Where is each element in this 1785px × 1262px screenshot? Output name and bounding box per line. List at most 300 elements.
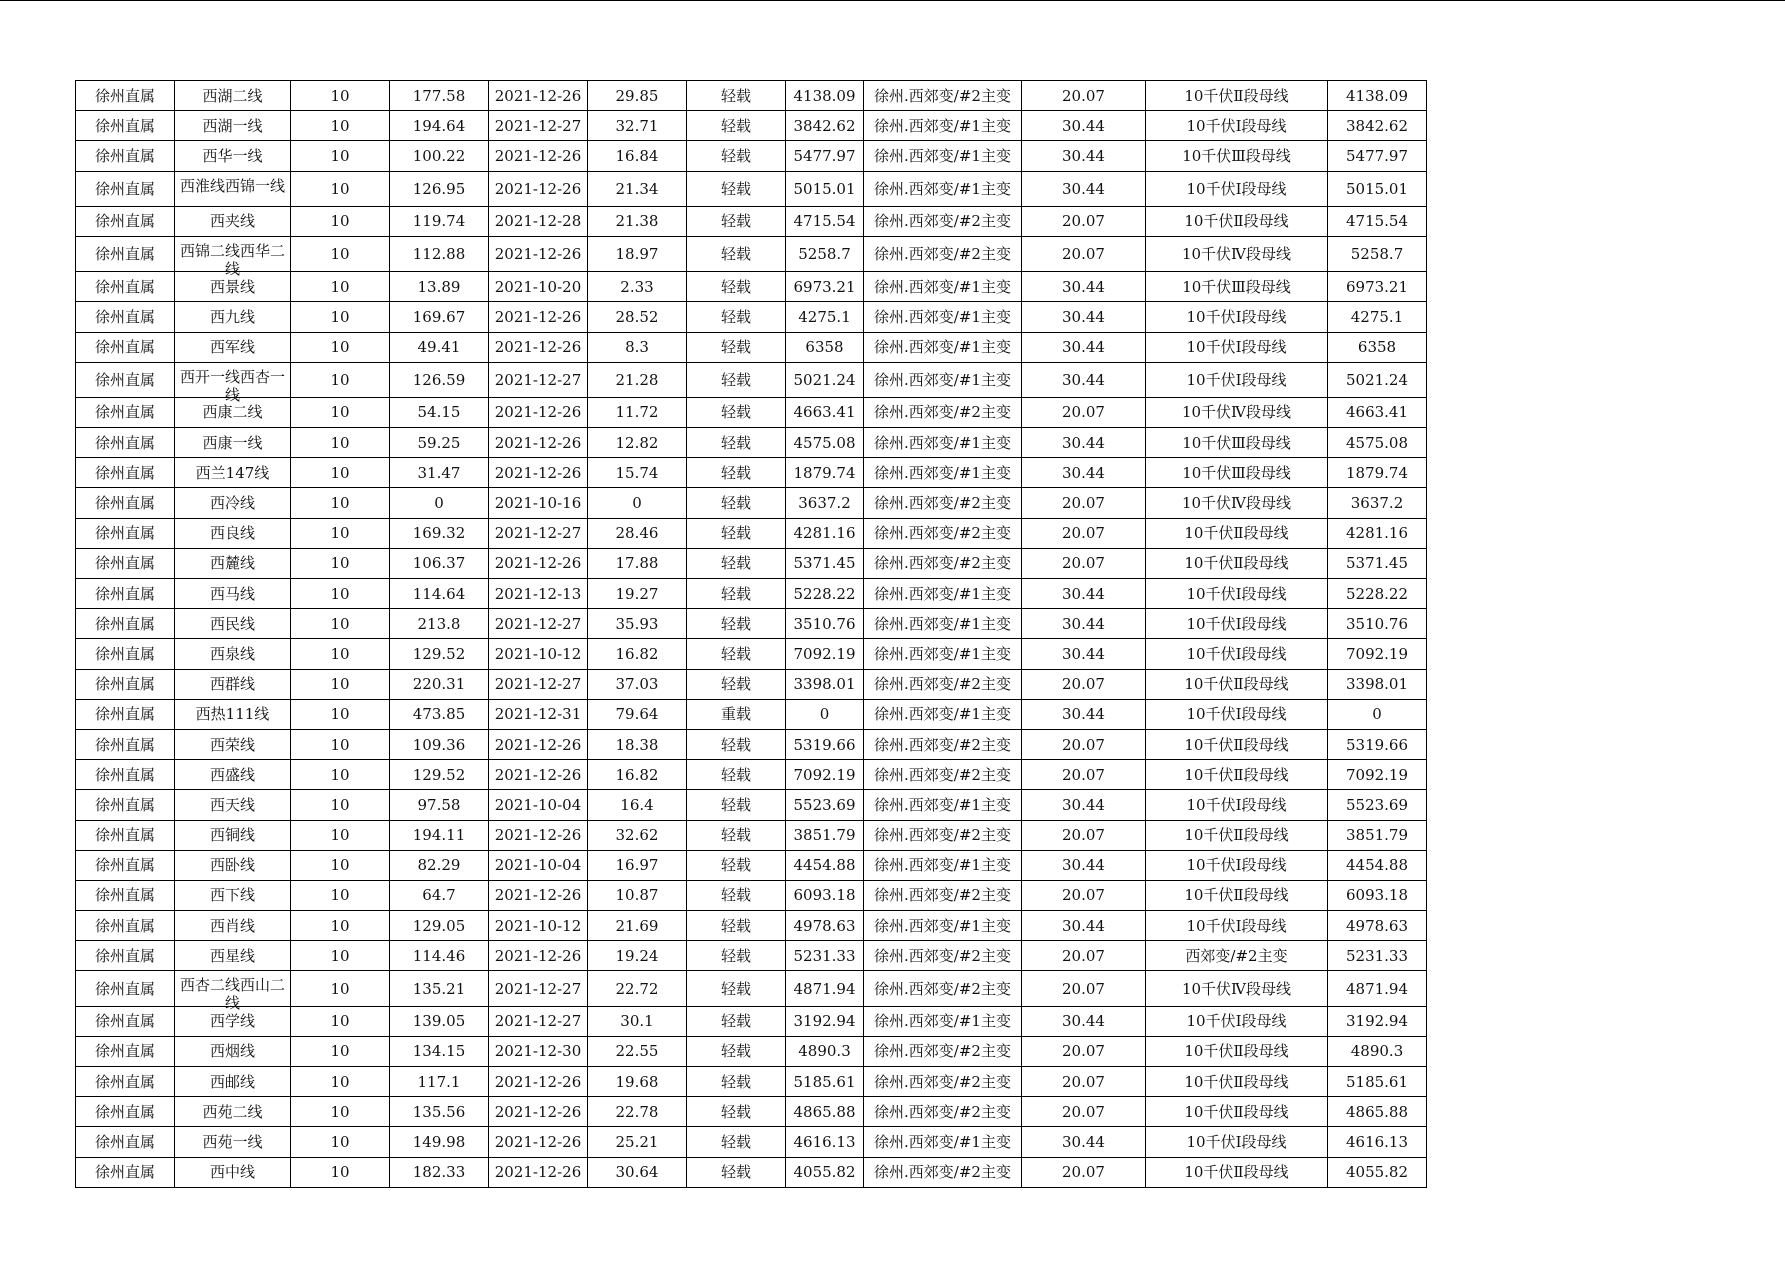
busbar-capacity-cell: 7092.19: [1328, 760, 1427, 790]
page-top-border: [0, 0, 1785, 1]
table-row: [76, 760, 1427, 790]
transformer-rate-cell: 30.44: [1022, 428, 1146, 458]
region-cell: 徐州直属: [76, 1097, 175, 1127]
transformer-cell: 徐州.西郊变/#2主变: [864, 760, 1022, 790]
transformer-cell: 徐州.西郊变/#2主变: [864, 1036, 1022, 1066]
busbar-cell: 10千伏Ⅱ段母线: [1146, 880, 1328, 910]
voltage-cell: 10: [291, 911, 390, 941]
remaining-capacity-cell: 4978.63: [786, 911, 864, 941]
remaining-capacity-cell: 4138.09: [786, 81, 864, 111]
busbar-cell: 10千伏Ⅱ段母线: [1146, 1067, 1328, 1097]
table-row: [76, 362, 1427, 397]
date-cell: 2021-12-28: [489, 206, 588, 236]
busbar-capacity-cell: 7092.19: [1328, 639, 1427, 669]
table-row: [76, 699, 1427, 729]
region-cell: 徐州直属: [76, 760, 175, 790]
transformer-cell: 徐州.西郊变/#1主变: [864, 699, 1022, 729]
transformer-cell: 徐州.西郊变/#1主变: [864, 428, 1022, 458]
line-name-cell: 西中线: [175, 1157, 291, 1187]
load-status-cell: 重载: [687, 699, 786, 729]
transformer-rate-cell: 20.07: [1022, 488, 1146, 518]
voltage-cell: 10: [291, 820, 390, 850]
load-status-cell: 轻载: [687, 1097, 786, 1127]
busbar-cell: 10千伏Ⅱ段母线: [1146, 206, 1328, 236]
region-cell: 徐州直属: [76, 302, 175, 332]
busbar-cell: 10千伏Ⅲ段母线: [1146, 272, 1328, 302]
voltage-cell: 10: [291, 609, 390, 639]
voltage-cell: 10: [291, 1097, 390, 1127]
line-name-cell: 西群线: [175, 669, 291, 699]
busbar-cell: 10千伏Ⅱ段母线: [1146, 729, 1328, 759]
region-cell: 徐州直属: [76, 1006, 175, 1036]
transformer-cell: 徐州.西郊变/#2主变: [864, 669, 1022, 699]
load-status-cell: 轻载: [687, 1067, 786, 1097]
line-name-cell: 西九线: [175, 302, 291, 332]
load-status-cell: 轻载: [687, 548, 786, 578]
transformer-rate-cell: 30.44: [1022, 579, 1146, 609]
line-name-cell: 西军线: [175, 332, 291, 362]
voltage-cell: 10: [291, 141, 390, 171]
load-rate-cell: 37.03: [588, 669, 687, 699]
load-rate-cell: 35.93: [588, 609, 687, 639]
transformer-cell: 徐州.西郊变/#2主变: [864, 880, 1022, 910]
date-cell: 2021-12-27: [489, 669, 588, 699]
load-status-cell: 轻载: [687, 880, 786, 910]
remaining-capacity-cell: 4454.88: [786, 850, 864, 880]
transformer-rate-cell: 30.44: [1022, 609, 1146, 639]
region-cell: 徐州直属: [76, 669, 175, 699]
busbar-capacity-cell: 5021.24: [1328, 362, 1427, 397]
table-row: [76, 236, 1427, 271]
busbar-cell: 10千伏Ⅱ段母线: [1146, 1036, 1328, 1066]
table-row: [76, 579, 1427, 609]
remaining-capacity-cell: 4865.88: [786, 1097, 864, 1127]
table-row: [76, 850, 1427, 880]
table-row: [76, 1127, 1427, 1157]
voltage-cell: 10: [291, 579, 390, 609]
busbar-cell: 10千伏Ⅳ段母线: [1146, 488, 1328, 518]
region-cell: 徐州直属: [76, 397, 175, 427]
table-row: [76, 820, 1427, 850]
region-cell: 徐州直属: [76, 639, 175, 669]
transformer-cell: 徐州.西郊变/#1主变: [864, 458, 1022, 488]
table-row: [76, 332, 1427, 362]
load-rate-cell: 30.64: [588, 1157, 687, 1187]
transformer-cell: 徐州.西郊变/#1主变: [864, 790, 1022, 820]
table-row: [76, 428, 1427, 458]
transformer-rate-cell: 30.44: [1022, 699, 1146, 729]
busbar-cell: 10千伏Ⅳ段母线: [1146, 236, 1328, 271]
load-rate-cell: 12.82: [588, 428, 687, 458]
busbar-cell: 10千伏Ⅱ段母线: [1146, 1157, 1328, 1187]
line-name-cell: 西热111线: [175, 699, 291, 729]
busbar-capacity-cell: 4454.88: [1328, 850, 1427, 880]
load-current-cell: 0: [390, 488, 489, 518]
load-rate-cell: 22.72: [588, 971, 687, 1006]
busbar-capacity-cell: 5228.22: [1328, 579, 1427, 609]
voltage-cell: 10: [291, 880, 390, 910]
remaining-capacity-cell: 3398.01: [786, 669, 864, 699]
transformer-rate-cell: 30.44: [1022, 850, 1146, 880]
remaining-capacity-cell: 7092.19: [786, 760, 864, 790]
load-status-cell: 轻载: [687, 236, 786, 271]
load-current-cell: 169.32: [390, 518, 489, 548]
busbar-capacity-cell: 4616.13: [1328, 1127, 1427, 1157]
load-rate-cell: 8.3: [588, 332, 687, 362]
transformer-cell: 徐州.西郊变/#2主变: [864, 1157, 1022, 1187]
remaining-capacity-cell: 4871.94: [786, 971, 864, 1006]
busbar-capacity-cell: 5258.7: [1328, 236, 1427, 271]
load-rate-cell: 21.69: [588, 911, 687, 941]
voltage-cell: 10: [291, 850, 390, 880]
load-status-cell: 轻载: [687, 760, 786, 790]
busbar-capacity-cell: 4575.08: [1328, 428, 1427, 458]
date-cell: 2021-12-26: [489, 397, 588, 427]
busbar-cell: 10千伏Ⅰ段母线: [1146, 302, 1328, 332]
remaining-capacity-cell: 5319.66: [786, 729, 864, 759]
region-cell: 徐州直属: [76, 729, 175, 759]
load-current-cell: 129.52: [390, 760, 489, 790]
busbar-cell: 10千伏Ⅰ段母线: [1146, 579, 1328, 609]
load-current-cell: 473.85: [390, 699, 489, 729]
date-cell: 2021-10-04: [489, 790, 588, 820]
date-cell: 2021-12-26: [489, 820, 588, 850]
busbar-cell: 10千伏Ⅰ段母线: [1146, 911, 1328, 941]
transformer-cell: 徐州.西郊变/#1主变: [864, 111, 1022, 141]
load-rate-cell: 0: [588, 488, 687, 518]
region-cell: 徐州直属: [76, 236, 175, 271]
line-name-cell: 西学线: [175, 1006, 291, 1036]
busbar-capacity-cell: 4275.1: [1328, 302, 1427, 332]
region-cell: 徐州直属: [76, 548, 175, 578]
busbar-capacity-cell: 5477.97: [1328, 141, 1427, 171]
busbar-capacity-cell: 3192.94: [1328, 1006, 1427, 1036]
voltage-cell: 10: [291, 971, 390, 1006]
region-cell: 徐州直属: [76, 1036, 175, 1066]
load-status-cell: 轻载: [687, 332, 786, 362]
load-current-cell: 126.95: [390, 171, 489, 206]
load-status-cell: 轻载: [687, 941, 786, 971]
transformer-rate-cell: 30.44: [1022, 1127, 1146, 1157]
line-name-cell: 西冷线: [175, 488, 291, 518]
load-status-cell: 轻载: [687, 111, 786, 141]
line-name-text: 西锦二线西华二线: [179, 241, 285, 278]
load-rate-cell: 10.87: [588, 880, 687, 910]
busbar-cell: 10千伏Ⅰ段母线: [1146, 111, 1328, 141]
remaining-capacity-cell: 3510.76: [786, 609, 864, 639]
load-status-cell: 轻载: [687, 1127, 786, 1157]
load-current-cell: 194.64: [390, 111, 489, 141]
transformer-cell: 徐州.西郊变/#1主变: [864, 579, 1022, 609]
date-cell: 2021-12-27: [489, 111, 588, 141]
date-cell: 2021-12-26: [489, 171, 588, 206]
busbar-capacity-cell: 5319.66: [1328, 729, 1427, 759]
busbar-capacity-cell: 4663.41: [1328, 397, 1427, 427]
table-row: [76, 669, 1427, 699]
busbar-capacity-cell: 4978.63: [1328, 911, 1427, 941]
busbar-capacity-cell: 3637.2: [1328, 488, 1427, 518]
transformer-cell: 徐州.西郊变/#2主变: [864, 1097, 1022, 1127]
busbar-cell: 10千伏Ⅱ段母线: [1146, 548, 1328, 578]
busbar-cell: 10千伏Ⅱ段母线: [1146, 1097, 1328, 1127]
line-name-cell: 西景线: [175, 272, 291, 302]
remaining-capacity-cell: 5231.33: [786, 941, 864, 971]
voltage-cell: 10: [291, 171, 390, 206]
remaining-capacity-cell: 4890.3: [786, 1036, 864, 1066]
busbar-capacity-cell: 5185.61: [1328, 1067, 1427, 1097]
region-cell: 徐州直属: [76, 111, 175, 141]
load-rate-cell: 16.82: [588, 760, 687, 790]
transformer-cell: 徐州.西郊变/#2主变: [864, 206, 1022, 236]
transformer-cell: 徐州.西郊变/#2主变: [864, 548, 1022, 578]
remaining-capacity-cell: 5015.01: [786, 171, 864, 206]
line-name-cell: [175, 171, 291, 206]
busbar-capacity-cell: 3851.79: [1328, 820, 1427, 850]
table-row: [76, 518, 1427, 548]
region-cell: 徐州直属: [76, 458, 175, 488]
busbar-capacity-cell: 4281.16: [1328, 518, 1427, 548]
voltage-cell: 10: [291, 518, 390, 548]
region-cell: 徐州直属: [76, 971, 175, 1006]
line-name-cell: 西下线: [175, 880, 291, 910]
date-cell: 2021-12-26: [489, 236, 588, 271]
transformer-cell: 徐州.西郊变/#2主变: [864, 488, 1022, 518]
region-cell: 徐州直属: [76, 81, 175, 111]
table-row: [76, 1157, 1427, 1187]
table-row: [76, 111, 1427, 141]
voltage-cell: 10: [291, 236, 390, 271]
transformer-rate-cell: 30.44: [1022, 362, 1146, 397]
region-cell: 徐州直属: [76, 1157, 175, 1187]
table-row: [76, 609, 1427, 639]
line-name-cell: 西民线: [175, 609, 291, 639]
table-row: [76, 971, 1427, 1006]
date-cell: 2021-12-26: [489, 302, 588, 332]
busbar-capacity-cell: 0: [1328, 699, 1427, 729]
busbar-cell: 10千伏Ⅲ段母线: [1146, 141, 1328, 171]
load-status-cell: 轻载: [687, 458, 786, 488]
line-name-cell: 西星线: [175, 941, 291, 971]
date-cell: 2021-10-12: [489, 639, 588, 669]
transformer-rate-cell: 20.07: [1022, 1067, 1146, 1097]
transformer-rate-cell: 20.07: [1022, 1097, 1146, 1127]
voltage-cell: 10: [291, 397, 390, 427]
load-status-cell: 轻载: [687, 850, 786, 880]
load-status-cell: 轻载: [687, 362, 786, 397]
line-name-cell: 西兰147线: [175, 458, 291, 488]
load-rate-cell: 28.52: [588, 302, 687, 332]
transformer-cell: 徐州.西郊变/#2主变: [864, 236, 1022, 271]
table-row: [76, 1097, 1427, 1127]
load-current-cell: 82.29: [390, 850, 489, 880]
transformer-cell: 徐州.西郊变/#1主变: [864, 639, 1022, 669]
remaining-capacity-cell: 5523.69: [786, 790, 864, 820]
voltage-cell: 10: [291, 639, 390, 669]
date-cell: 2021-12-27: [489, 362, 588, 397]
load-rate-cell: 19.27: [588, 579, 687, 609]
load-status-cell: 轻载: [687, 729, 786, 759]
transformer-cell: 徐州.西郊变/#1主变: [864, 141, 1022, 171]
voltage-cell: 10: [291, 790, 390, 820]
load-status-cell: 轻载: [687, 1036, 786, 1066]
date-cell: 2021-12-27: [489, 518, 588, 548]
busbar-capacity-cell: 4865.88: [1328, 1097, 1427, 1127]
load-rate-cell: 11.72: [588, 397, 687, 427]
line-name-cell: 西铜线: [175, 820, 291, 850]
remaining-capacity-cell: 4275.1: [786, 302, 864, 332]
voltage-cell: 10: [291, 111, 390, 141]
line-name-text: 西开一线西杏一线: [179, 367, 285, 404]
load-status-cell: 轻载: [687, 141, 786, 171]
line-name-cell: 西马线: [175, 579, 291, 609]
voltage-cell: 10: [291, 428, 390, 458]
busbar-capacity-cell: 3842.62: [1328, 111, 1427, 141]
remaining-capacity-cell: 6358: [786, 332, 864, 362]
table-row: [76, 880, 1427, 910]
transformer-rate-cell: 20.07: [1022, 206, 1146, 236]
load-rate-cell: 21.38: [588, 206, 687, 236]
table-row: [76, 1067, 1427, 1097]
transformer-rate-cell: 20.07: [1022, 1157, 1146, 1187]
table-row: [76, 729, 1427, 759]
remaining-capacity-cell: 3637.2: [786, 488, 864, 518]
line-name-cell: 西烟线: [175, 1036, 291, 1066]
load-rate-cell: 2.33: [588, 272, 687, 302]
busbar-cell: 10千伏Ⅰ段母线: [1146, 362, 1328, 397]
remaining-capacity-cell: 5477.97: [786, 141, 864, 171]
line-name-cell: 西天线: [175, 790, 291, 820]
region-cell: 徐州直属: [76, 428, 175, 458]
date-cell: 2021-12-26: [489, 1097, 588, 1127]
transformer-cell: 徐州.西郊变/#2主变: [864, 820, 1022, 850]
voltage-cell: 10: [291, 1036, 390, 1066]
region-cell: 徐州直属: [76, 518, 175, 548]
voltage-cell: 10: [291, 272, 390, 302]
region-cell: 徐州直属: [76, 272, 175, 302]
date-cell: 2021-12-26: [489, 729, 588, 759]
line-name-cell: 西夹线: [175, 206, 291, 236]
load-current-cell: 117.1: [390, 1067, 489, 1097]
table-row: [76, 1036, 1427, 1066]
load-status-cell: 轻载: [687, 971, 786, 1006]
table-row: [76, 81, 1427, 111]
transformer-cell: 徐州.西郊变/#2主变: [864, 81, 1022, 111]
table-row: [76, 488, 1427, 518]
load-rate-cell: 17.88: [588, 548, 687, 578]
load-status-cell: 轻载: [687, 206, 786, 236]
voltage-cell: 10: [291, 669, 390, 699]
busbar-cell: 10千伏Ⅰ段母线: [1146, 790, 1328, 820]
load-rate-cell: 21.28: [588, 362, 687, 397]
date-cell: 2021-12-26: [489, 1067, 588, 1097]
load-status-cell: 轻载: [687, 609, 786, 639]
table-row: [76, 1006, 1427, 1036]
region-cell: 徐州直属: [76, 332, 175, 362]
remaining-capacity-cell: 5185.61: [786, 1067, 864, 1097]
busbar-cell: 10千伏Ⅲ段母线: [1146, 458, 1328, 488]
load-current-cell: 169.67: [390, 302, 489, 332]
remaining-capacity-cell: 3851.79: [786, 820, 864, 850]
transformer-rate-cell: 20.07: [1022, 81, 1146, 111]
load-status-cell: 轻载: [687, 1157, 786, 1187]
load-rate-cell: 79.64: [588, 699, 687, 729]
transformer-cell: 徐州.西郊变/#1主变: [864, 609, 1022, 639]
region-cell: 徐州直属: [76, 1127, 175, 1157]
date-cell: 2021-12-26: [489, 941, 588, 971]
busbar-cell: 10千伏Ⅳ段母线: [1146, 971, 1328, 1006]
region-cell: 徐州直属: [76, 206, 175, 236]
load-rate-cell: 18.38: [588, 729, 687, 759]
load-current-cell: 13.89: [390, 272, 489, 302]
load-current-cell: 220.31: [390, 669, 489, 699]
transformer-rate-cell: 20.07: [1022, 236, 1146, 271]
transformer-cell: 徐州.西郊变/#1主变: [864, 1127, 1022, 1157]
remaining-capacity-cell: 5021.24: [786, 362, 864, 397]
busbar-cell: 10千伏Ⅰ段母线: [1146, 699, 1328, 729]
line-name-cell: 西华一线: [175, 141, 291, 171]
load-status-cell: 轻载: [687, 669, 786, 699]
remaining-capacity-cell: 3842.62: [786, 111, 864, 141]
load-rate-cell: 16.97: [588, 850, 687, 880]
line-name-cell: 西湖一线: [175, 111, 291, 141]
load-current-cell: 139.05: [390, 1006, 489, 1036]
date-cell: 2021-12-26: [489, 880, 588, 910]
busbar-capacity-cell: 3398.01: [1328, 669, 1427, 699]
load-status-cell: 轻载: [687, 81, 786, 111]
busbar-capacity-cell: 5371.45: [1328, 548, 1427, 578]
remaining-capacity-cell: 4055.82: [786, 1157, 864, 1187]
busbar-cell: 10千伏Ⅱ段母线: [1146, 518, 1328, 548]
load-current-cell: 149.98: [390, 1127, 489, 1157]
load-current-cell: 177.58: [390, 81, 489, 111]
region-cell: 徐州直属: [76, 171, 175, 206]
transformer-cell: 徐州.西郊变/#1主变: [864, 272, 1022, 302]
remaining-capacity-cell: 3192.94: [786, 1006, 864, 1036]
region-cell: 徐州直属: [76, 1067, 175, 1097]
load-status-cell: 轻载: [687, 1006, 786, 1036]
load-current-cell: 109.36: [390, 729, 489, 759]
busbar-capacity-cell: 4890.3: [1328, 1036, 1427, 1066]
line-name-cell: 西苑二线: [175, 1097, 291, 1127]
line-name-cell: [175, 362, 291, 404]
load-rate-cell: 15.74: [588, 458, 687, 488]
load-rate-cell: 30.1: [588, 1006, 687, 1036]
transformer-rate-cell: 20.07: [1022, 820, 1146, 850]
transformer-cell: 徐州.西郊变/#1主变: [864, 332, 1022, 362]
voltage-cell: 10: [291, 362, 390, 397]
table-row: [76, 911, 1427, 941]
transformer-rate-cell: 20.07: [1022, 971, 1146, 1006]
transformer-rate-cell: 30.44: [1022, 1006, 1146, 1036]
region-cell: 徐州直属: [76, 850, 175, 880]
busbar-capacity-cell: 6093.18: [1328, 880, 1427, 910]
load-current-cell: 54.15: [390, 397, 489, 427]
line-name-cell: [175, 236, 291, 278]
line-name-cell: 西荣线: [175, 729, 291, 759]
voltage-cell: 10: [291, 302, 390, 332]
transformer-cell: 徐州.西郊变/#2主变: [864, 729, 1022, 759]
transformer-cell: 徐州.西郊变/#1主变: [864, 850, 1022, 880]
date-cell: 2021-12-26: [489, 548, 588, 578]
line-name-cell: 西卧线: [175, 850, 291, 880]
region-cell: 徐州直属: [76, 699, 175, 729]
transformer-rate-cell: 30.44: [1022, 141, 1146, 171]
region-cell: 徐州直属: [76, 941, 175, 971]
load-current-cell: 129.52: [390, 639, 489, 669]
load-rate-cell: 32.71: [588, 111, 687, 141]
load-status-cell: 轻载: [687, 518, 786, 548]
table-row: [76, 941, 1427, 971]
